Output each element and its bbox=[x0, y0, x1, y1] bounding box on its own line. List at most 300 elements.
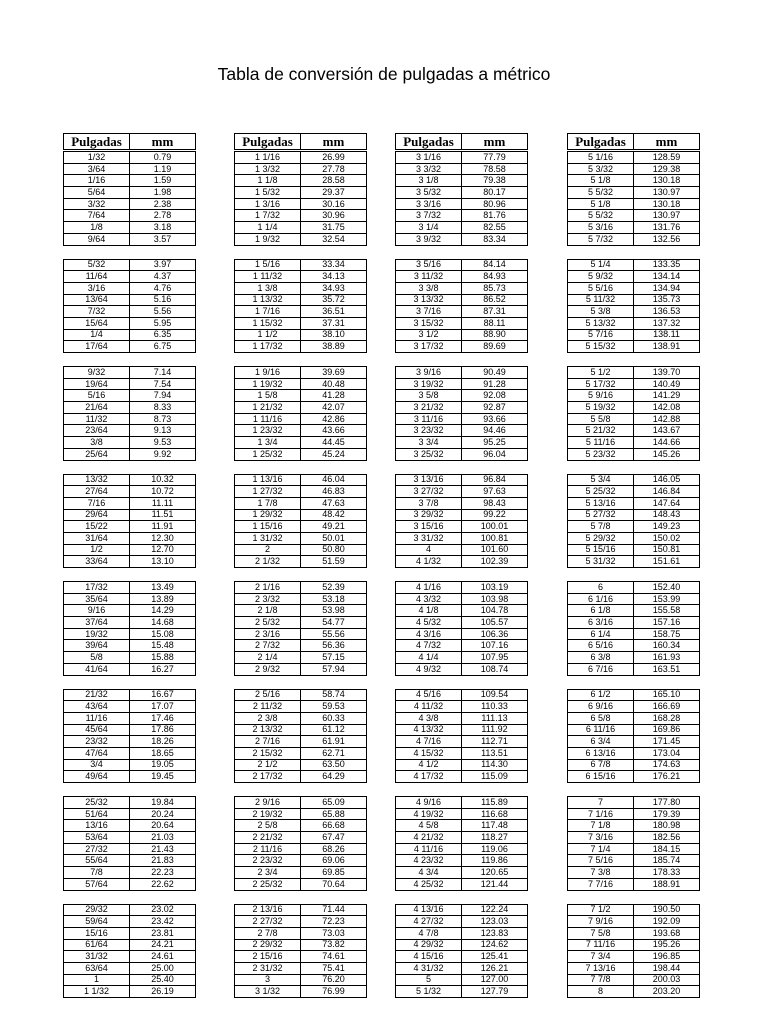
inches-cell: 5 5/16 bbox=[568, 283, 634, 294]
mm-cell: 115.89 bbox=[481, 797, 508, 807]
inches-cell: 3 5/32 bbox=[396, 187, 462, 198]
table-row bbox=[64, 593, 195, 605]
inches-cell: 1 25/32 bbox=[235, 449, 301, 460]
mm-cell: 87.31 bbox=[483, 306, 506, 317]
mm-cell: 116.68 bbox=[481, 808, 508, 819]
inches-cell: 5 27/32 bbox=[568, 510, 634, 521]
mm-cell: 107.16 bbox=[480, 640, 509, 651]
inches-cell: 1 31/32 bbox=[235, 533, 301, 544]
table-row bbox=[64, 475, 195, 486]
mm-cell: 97.63 bbox=[483, 486, 506, 497]
mm-cell: 184.15 bbox=[652, 843, 681, 854]
table-row bbox=[235, 939, 366, 951]
table-row bbox=[235, 950, 366, 962]
mm-cell: 65.09 bbox=[322, 797, 345, 807]
table-row bbox=[64, 759, 195, 771]
mm-cell: 9.13 bbox=[153, 425, 172, 436]
table-row bbox=[235, 974, 366, 986]
table-row bbox=[568, 639, 699, 651]
row-group bbox=[567, 796, 700, 891]
mm-cell: 142.88 bbox=[652, 413, 681, 424]
table-row bbox=[568, 555, 699, 567]
inches-cell: 3 13/16 bbox=[396, 475, 462, 486]
table-row bbox=[396, 260, 527, 271]
inches-cell: 7 1/2 bbox=[568, 905, 634, 916]
inches-cell: 23/64 bbox=[64, 425, 130, 436]
inches-cell: 1 29/32 bbox=[235, 510, 301, 521]
table-row bbox=[396, 270, 527, 282]
table-row bbox=[568, 797, 699, 808]
inches-cell: 4 7/32 bbox=[396, 640, 462, 651]
row-group bbox=[567, 689, 700, 784]
mm-cell: 138.91 bbox=[652, 341, 681, 352]
mm-cell: 93.66 bbox=[483, 413, 506, 424]
table-row bbox=[396, 340, 527, 352]
row-group bbox=[567, 259, 700, 354]
inches-cell: 5 5/32 bbox=[568, 210, 634, 221]
table-row bbox=[235, 413, 366, 425]
inches-cell: 4 25/32 bbox=[396, 879, 462, 890]
inches-cell: 3 1/16 bbox=[396, 152, 462, 163]
inches-cell: 5 11/16 bbox=[568, 437, 634, 448]
table-row bbox=[568, 436, 699, 448]
conversion-column-3 bbox=[395, 133, 528, 998]
inches-cell: 35/64 bbox=[64, 594, 130, 605]
inches-cell: 4 7/16 bbox=[396, 736, 462, 747]
mm-cell: 30.96 bbox=[322, 210, 345, 221]
inches-cell: 4 bbox=[396, 545, 462, 556]
mm-cell: 114.30 bbox=[481, 759, 508, 770]
mm-cell: 23.42 bbox=[151, 916, 174, 927]
mm-cell: 48.42 bbox=[322, 509, 345, 520]
table-row bbox=[568, 582, 699, 593]
table-row bbox=[396, 367, 527, 378]
inches-cell: 8 bbox=[568, 986, 634, 997]
table-row bbox=[64, 163, 195, 175]
table-row bbox=[396, 962, 527, 974]
inches-cell: 2 3/16 bbox=[235, 629, 301, 640]
mm-cell: 111.13 bbox=[481, 712, 508, 723]
inches-cell: 3 3/16 bbox=[396, 199, 462, 210]
inches-cell: 4 13/32 bbox=[396, 725, 462, 736]
inches-cell: 37/64 bbox=[64, 617, 130, 628]
mm-cell: 15.88 bbox=[151, 652, 174, 662]
table-row bbox=[235, 401, 366, 413]
table-row bbox=[396, 475, 527, 486]
mm-cell: 106.36 bbox=[480, 628, 509, 639]
mm-cell: 23.81 bbox=[151, 927, 174, 938]
table-row bbox=[568, 735, 699, 747]
inches-cell: 2 19/32 bbox=[235, 809, 301, 820]
mm-cell: 70.64 bbox=[322, 878, 345, 889]
inches-cell: 3/16 bbox=[64, 283, 130, 294]
mm-cell: 20.64 bbox=[151, 820, 174, 831]
mm-cell: 112.71 bbox=[481, 736, 508, 747]
table-row bbox=[235, 639, 366, 651]
table-row bbox=[568, 305, 699, 317]
inches-cell: 5 3/16 bbox=[568, 222, 634, 233]
inches-cell: 5/8 bbox=[64, 652, 130, 663]
mm-cell: 42.86 bbox=[322, 413, 345, 424]
table-row bbox=[64, 628, 195, 640]
mm-cell: 196.85 bbox=[652, 951, 681, 962]
inches-cell: 13/64 bbox=[64, 295, 130, 306]
mm-cell: 29.37 bbox=[322, 187, 345, 197]
inches-cell: 4 3/16 bbox=[396, 629, 462, 640]
table-row bbox=[396, 305, 527, 317]
table-row bbox=[568, 593, 699, 605]
inches-cell: 1 bbox=[64, 975, 130, 986]
inches-cell: 1 1/32 bbox=[64, 986, 130, 997]
mm-cell: 158.75 bbox=[652, 628, 681, 639]
table-row bbox=[235, 317, 366, 329]
inches-cell: 6 7/8 bbox=[568, 760, 634, 771]
inches-cell: 23/32 bbox=[64, 736, 130, 747]
mm-cell: 115.09 bbox=[481, 771, 508, 782]
table-row bbox=[64, 915, 195, 927]
table-row bbox=[235, 485, 366, 497]
mm-cell: 37.31 bbox=[322, 317, 345, 328]
mm-cell: 5.95 bbox=[153, 317, 172, 328]
table-row bbox=[64, 616, 195, 628]
row-group bbox=[63, 904, 196, 999]
table-row bbox=[396, 329, 527, 341]
table-row bbox=[235, 389, 366, 401]
mm-cell: 134.14 bbox=[652, 271, 681, 282]
table-row bbox=[396, 950, 527, 962]
table-row bbox=[64, 604, 195, 616]
mm-cell: 13.49 bbox=[151, 582, 174, 592]
inches-cell: 1 1/8 bbox=[235, 175, 301, 186]
mm-cell: 67.47 bbox=[322, 832, 345, 842]
inches-cell: 7 1/4 bbox=[568, 844, 634, 855]
row-group bbox=[63, 689, 196, 784]
table-row bbox=[396, 854, 527, 866]
inches-cell: 2 11/16 bbox=[235, 844, 301, 855]
mm-cell: 25.40 bbox=[151, 974, 174, 985]
inches-cell: 5 13/16 bbox=[568, 498, 634, 509]
table-row bbox=[568, 340, 699, 352]
mm-cell: 100.81 bbox=[480, 532, 509, 543]
mm-cell: 53.18 bbox=[322, 593, 345, 604]
mm-cell: 90.49 bbox=[483, 367, 506, 377]
inches-cell: 1 27/32 bbox=[235, 486, 301, 497]
row-group bbox=[234, 366, 367, 461]
table-row bbox=[396, 939, 527, 951]
table-row bbox=[568, 854, 699, 866]
mm-cell: 36.51 bbox=[322, 306, 345, 317]
mm-cell: 130.97 bbox=[652, 210, 681, 221]
mm-cell: 139.70 bbox=[652, 367, 681, 377]
inches-cell: 1 1/2 bbox=[235, 330, 301, 341]
mm-cell: 69.85 bbox=[322, 867, 345, 877]
mm-cell: 104.78 bbox=[480, 605, 509, 616]
mm-cell: 63.50 bbox=[322, 759, 345, 770]
table-row bbox=[568, 759, 699, 771]
inches-cell: 17/32 bbox=[64, 582, 130, 593]
inches-cell: 49/64 bbox=[64, 771, 130, 782]
mm-cell: 54.77 bbox=[322, 617, 345, 627]
mm-cell: 163.51 bbox=[652, 663, 681, 674]
inches-cell: 4 1/16 bbox=[396, 582, 462, 593]
row-group bbox=[63, 259, 196, 354]
table-row bbox=[568, 700, 699, 712]
inches-cell: 4 1/32 bbox=[396, 556, 462, 567]
inches-cell: 2 25/32 bbox=[235, 879, 301, 890]
inches-cell: 6 1/4 bbox=[568, 629, 634, 640]
mm-cell: 3.18 bbox=[153, 222, 172, 232]
inches-cell: 4 5/8 bbox=[396, 820, 462, 831]
mm-cell: 13.10 bbox=[151, 556, 174, 567]
table-row bbox=[235, 497, 366, 509]
mm-cell: 166.69 bbox=[652, 701, 681, 712]
table-row bbox=[568, 378, 699, 390]
table-row bbox=[235, 436, 366, 448]
inches-cell: 5 3/8 bbox=[568, 306, 634, 317]
inches-cell: 4 11/32 bbox=[396, 701, 462, 712]
table-row bbox=[64, 582, 195, 593]
table-row bbox=[64, 174, 195, 186]
table-row bbox=[64, 712, 195, 724]
inches-cell: 6 5/8 bbox=[568, 713, 634, 724]
inches-cell: 7 5/16 bbox=[568, 855, 634, 866]
inches-cell: 3 9/32 bbox=[396, 234, 462, 245]
row-group bbox=[567, 474, 700, 569]
inches-cell: 2 31/32 bbox=[235, 963, 301, 974]
table-row bbox=[64, 317, 195, 329]
table-row bbox=[64, 198, 195, 210]
mm-cell: 82.55 bbox=[483, 222, 506, 232]
table-row bbox=[396, 198, 527, 210]
mm-cell: 4.76 bbox=[153, 282, 172, 293]
inches-cell: 1 13/32 bbox=[235, 295, 301, 306]
table-row bbox=[568, 808, 699, 820]
inches-cell: 5 7/32 bbox=[568, 234, 634, 245]
mm-cell: 58.74 bbox=[322, 689, 345, 700]
table-row bbox=[568, 878, 699, 890]
table-row bbox=[568, 712, 699, 724]
inches-cell: 3/64 bbox=[64, 164, 130, 175]
table-row bbox=[568, 927, 699, 939]
inches-cell: 5 9/16 bbox=[568, 390, 634, 401]
mm-cell: 47.63 bbox=[322, 497, 345, 508]
mm-cell: 0.79 bbox=[153, 152, 172, 162]
inches-cell: 3 7/16 bbox=[396, 306, 462, 317]
table-row bbox=[396, 747, 527, 759]
table-row bbox=[568, 448, 699, 460]
table-row bbox=[235, 475, 366, 486]
inches-cell: 7 3/16 bbox=[568, 832, 634, 843]
table-row bbox=[568, 974, 699, 986]
mm-cell: 144.66 bbox=[652, 437, 681, 447]
table-row bbox=[64, 221, 195, 233]
table-row bbox=[396, 808, 527, 820]
inches-cell: 4 5/32 bbox=[396, 617, 462, 628]
mm-cell: 88.90 bbox=[483, 329, 506, 340]
mm-cell: 132.56 bbox=[652, 233, 681, 244]
row-group bbox=[63, 151, 196, 246]
table-row bbox=[396, 209, 527, 221]
inches-cell: 1 15/32 bbox=[235, 318, 301, 329]
table-row bbox=[235, 340, 366, 352]
table-row bbox=[64, 843, 195, 855]
inches-cell: 7 7/8 bbox=[568, 975, 634, 986]
inches-cell: 5 1/32 bbox=[396, 986, 462, 997]
mm-cell: 50.01 bbox=[322, 532, 345, 543]
table-row bbox=[396, 424, 527, 436]
inches-cell: 3 11/16 bbox=[396, 414, 462, 425]
inches-cell: 51/64 bbox=[64, 809, 130, 820]
table-row bbox=[64, 448, 195, 460]
inches-cell: 3 3/32 bbox=[396, 164, 462, 175]
table-row bbox=[568, 663, 699, 675]
inches-cell: 1 17/32 bbox=[235, 341, 301, 352]
table-row bbox=[64, 389, 195, 401]
table-row bbox=[235, 424, 366, 436]
inches-cell: 2 13/16 bbox=[235, 905, 301, 916]
table-row bbox=[568, 628, 699, 640]
row-group bbox=[234, 689, 367, 784]
mm-cell: 108.74 bbox=[480, 663, 509, 674]
mm-cell: 107.95 bbox=[480, 652, 509, 662]
table-row bbox=[568, 509, 699, 521]
mm-cell: 59.53 bbox=[322, 701, 345, 712]
mm-cell: 110.33 bbox=[481, 701, 508, 712]
table-row bbox=[396, 532, 527, 544]
table-row bbox=[235, 260, 366, 271]
mm-cell: 125.41 bbox=[480, 951, 509, 962]
mm-cell: 127.79 bbox=[480, 986, 509, 997]
mm-cell: 73.03 bbox=[322, 927, 345, 938]
table-row bbox=[64, 555, 195, 567]
mm-cell: 66.68 bbox=[322, 820, 345, 831]
inches-cell: 1 7/32 bbox=[235, 210, 301, 221]
mm-cell: 38.89 bbox=[322, 341, 345, 352]
mm-cell: 19.84 bbox=[151, 797, 174, 807]
inches-cell: 4 31/32 bbox=[396, 963, 462, 974]
mm-cell: 7.94 bbox=[153, 390, 172, 401]
inches-cell: 41/64 bbox=[64, 664, 130, 675]
inches-cell: 5 17/32 bbox=[568, 379, 634, 390]
table-row bbox=[235, 962, 366, 974]
inches-cell: 5/16 bbox=[64, 390, 130, 401]
mm-cell: 169.86 bbox=[652, 724, 681, 735]
inches-cell: 3 bbox=[235, 975, 301, 986]
conversion-column-4 bbox=[567, 133, 700, 998]
inches-cell: 2 5/32 bbox=[235, 617, 301, 628]
table-row bbox=[396, 831, 527, 843]
table-row bbox=[235, 985, 366, 997]
inches-cell: 3 31/32 bbox=[396, 533, 462, 544]
mm-cell: 113.51 bbox=[481, 747, 508, 758]
mm-cell: 18.26 bbox=[151, 736, 174, 747]
table-row bbox=[396, 974, 527, 986]
table-row bbox=[568, 186, 699, 198]
table-row bbox=[235, 509, 366, 521]
table-row bbox=[396, 221, 527, 233]
table-row bbox=[64, 950, 195, 962]
inches-cell: 3 21/32 bbox=[396, 402, 462, 413]
inches-cell: 21/64 bbox=[64, 402, 130, 413]
inches-cell: 6 3/8 bbox=[568, 652, 634, 663]
mm-cell: 86.52 bbox=[483, 294, 506, 305]
mm-cell: 177.80 bbox=[652, 797, 681, 807]
inches-cell: 7/16 bbox=[64, 498, 130, 509]
row-group bbox=[395, 689, 528, 784]
inches-cell: 5 11/32 bbox=[568, 295, 634, 306]
table-row bbox=[64, 209, 195, 221]
table-row bbox=[64, 797, 195, 808]
mm-cell: 150.81 bbox=[652, 544, 681, 555]
mm-cell: 83.34 bbox=[483, 233, 506, 244]
mm-cell: 77.79 bbox=[483, 152, 506, 162]
row-group bbox=[234, 581, 367, 676]
mm-cell: 102.39 bbox=[480, 556, 509, 567]
mm-cell: 21.43 bbox=[151, 843, 174, 854]
mm-cell: 61.12 bbox=[322, 724, 345, 735]
table-row bbox=[64, 808, 195, 820]
inches-cell: 3 5/8 bbox=[396, 390, 462, 401]
table-row bbox=[568, 317, 699, 329]
mm-cell: 8.73 bbox=[153, 413, 172, 424]
inches-cell: 5 5/8 bbox=[568, 414, 634, 425]
inches-cell: 9/16 bbox=[64, 605, 130, 616]
table-row bbox=[235, 808, 366, 820]
inches-cell: 4 15/16 bbox=[396, 951, 462, 962]
table-row bbox=[396, 378, 527, 390]
row-group bbox=[63, 366, 196, 461]
table-row bbox=[235, 152, 366, 163]
mm-cell: 157.16 bbox=[652, 617, 681, 627]
table-row bbox=[568, 209, 699, 221]
table-row bbox=[235, 305, 366, 317]
table-row bbox=[64, 520, 195, 532]
inches-cell: 6 5/16 bbox=[568, 640, 634, 651]
table-row bbox=[235, 690, 366, 701]
mm-cell: 161.93 bbox=[652, 652, 681, 662]
table-row bbox=[568, 747, 699, 759]
mm-cell: 72.23 bbox=[322, 916, 345, 927]
mm-cell: 20.24 bbox=[151, 808, 174, 819]
table-row bbox=[568, 604, 699, 616]
table-row bbox=[64, 544, 195, 556]
inches-cell: 4 29/32 bbox=[396, 940, 462, 951]
mm-cell: 84.93 bbox=[483, 271, 506, 282]
inches-cell: 63/64 bbox=[64, 963, 130, 974]
row-group bbox=[567, 151, 700, 246]
table-row bbox=[235, 927, 366, 939]
mm-cell: 23.02 bbox=[151, 904, 174, 915]
inches-cell: 3 1/8 bbox=[396, 175, 462, 186]
table-row bbox=[396, 878, 527, 890]
mm-cell: 17.86 bbox=[151, 724, 174, 735]
mm-cell: 119.06 bbox=[481, 843, 508, 854]
mm-cell: 96.84 bbox=[483, 474, 506, 485]
inches-cell: 4 5/16 bbox=[396, 690, 462, 701]
mm-cell: 44.45 bbox=[322, 437, 345, 447]
table-row bbox=[396, 663, 527, 675]
inches-cell: 7 9/16 bbox=[568, 916, 634, 927]
mm-cell: 74.61 bbox=[322, 951, 345, 962]
mm-cell: 1.19 bbox=[153, 163, 172, 174]
table-row bbox=[568, 401, 699, 413]
table-row bbox=[568, 651, 699, 663]
table-row bbox=[235, 174, 366, 186]
table-row bbox=[235, 520, 366, 532]
inches-cell: 2 3/4 bbox=[235, 867, 301, 878]
table-row bbox=[568, 367, 699, 378]
inches-cell: 3/4 bbox=[64, 760, 130, 771]
